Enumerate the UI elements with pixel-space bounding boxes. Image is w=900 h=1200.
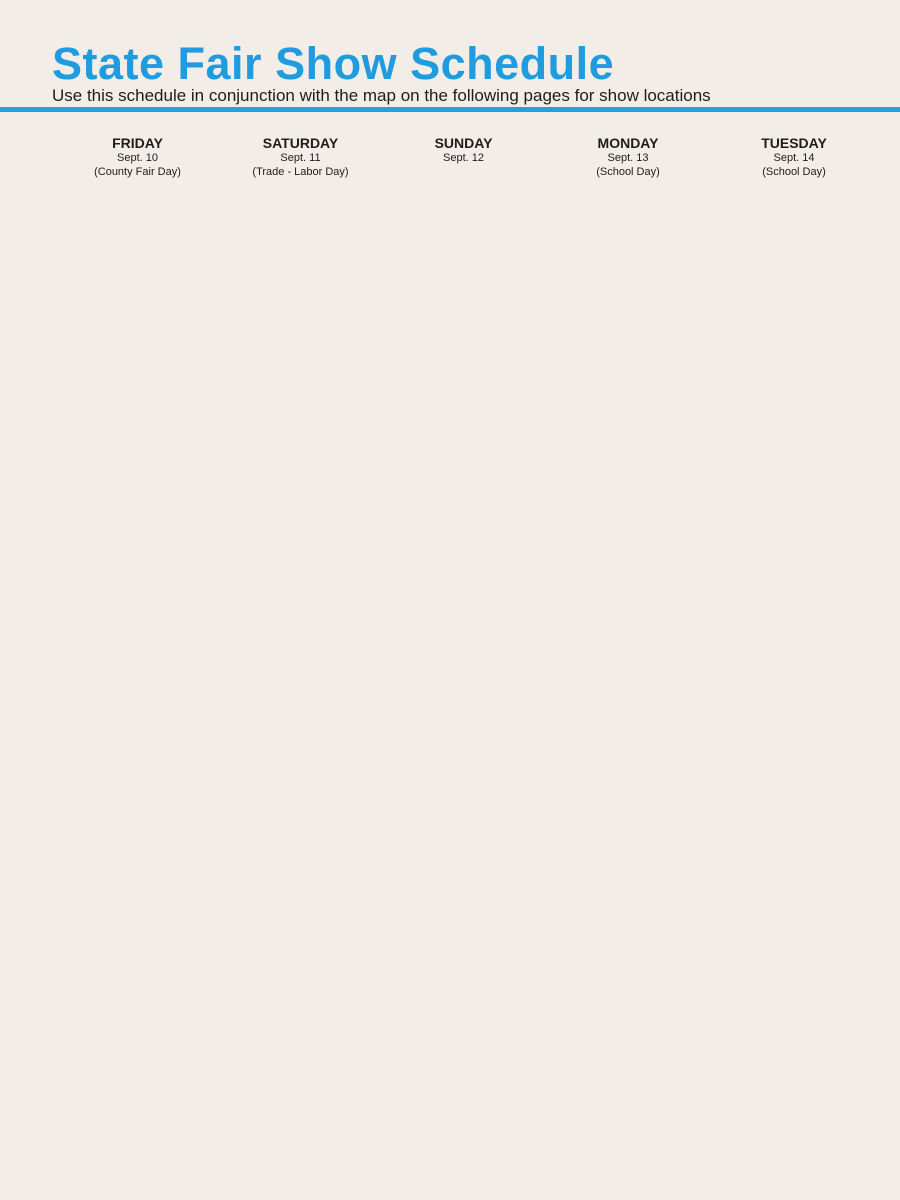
day-header-monday: [548, 136, 708, 179]
day-date: Sept. 12: [443, 152, 484, 164]
title-rule: [0, 107, 900, 112]
page-subtitle: Use this schedule in conjunction with the map on the following pages for show locations: [52, 86, 711, 105]
day-theme: (School Day): [596, 166, 660, 178]
page-title: State Fair Show Schedule: [52, 38, 615, 89]
day-date: Sept. 13: [607, 152, 649, 164]
day-name: FRIDAY: [112, 135, 163, 151]
day-name: MONDAY: [597, 135, 659, 151]
day-name: SATURDAY: [262, 135, 339, 151]
day-name: TUESDAY: [761, 135, 827, 151]
day-header-tuesday: [714, 136, 874, 179]
day-theme: (Trade - Labor Day): [252, 166, 349, 178]
day-header-sunday: [384, 136, 544, 179]
day-header-saturday: [221, 136, 381, 179]
day-header-friday: [58, 136, 218, 179]
day-date: Sept. 10: [117, 152, 158, 164]
day-date: Sept. 14: [773, 152, 815, 164]
day-date: Sept. 11: [280, 152, 321, 164]
day-theme: (County Fair Day): [94, 166, 181, 178]
day-theme: [384, 165, 544, 179]
day-name: SUNDAY: [434, 135, 493, 151]
day-theme: (School Day): [762, 166, 826, 178]
